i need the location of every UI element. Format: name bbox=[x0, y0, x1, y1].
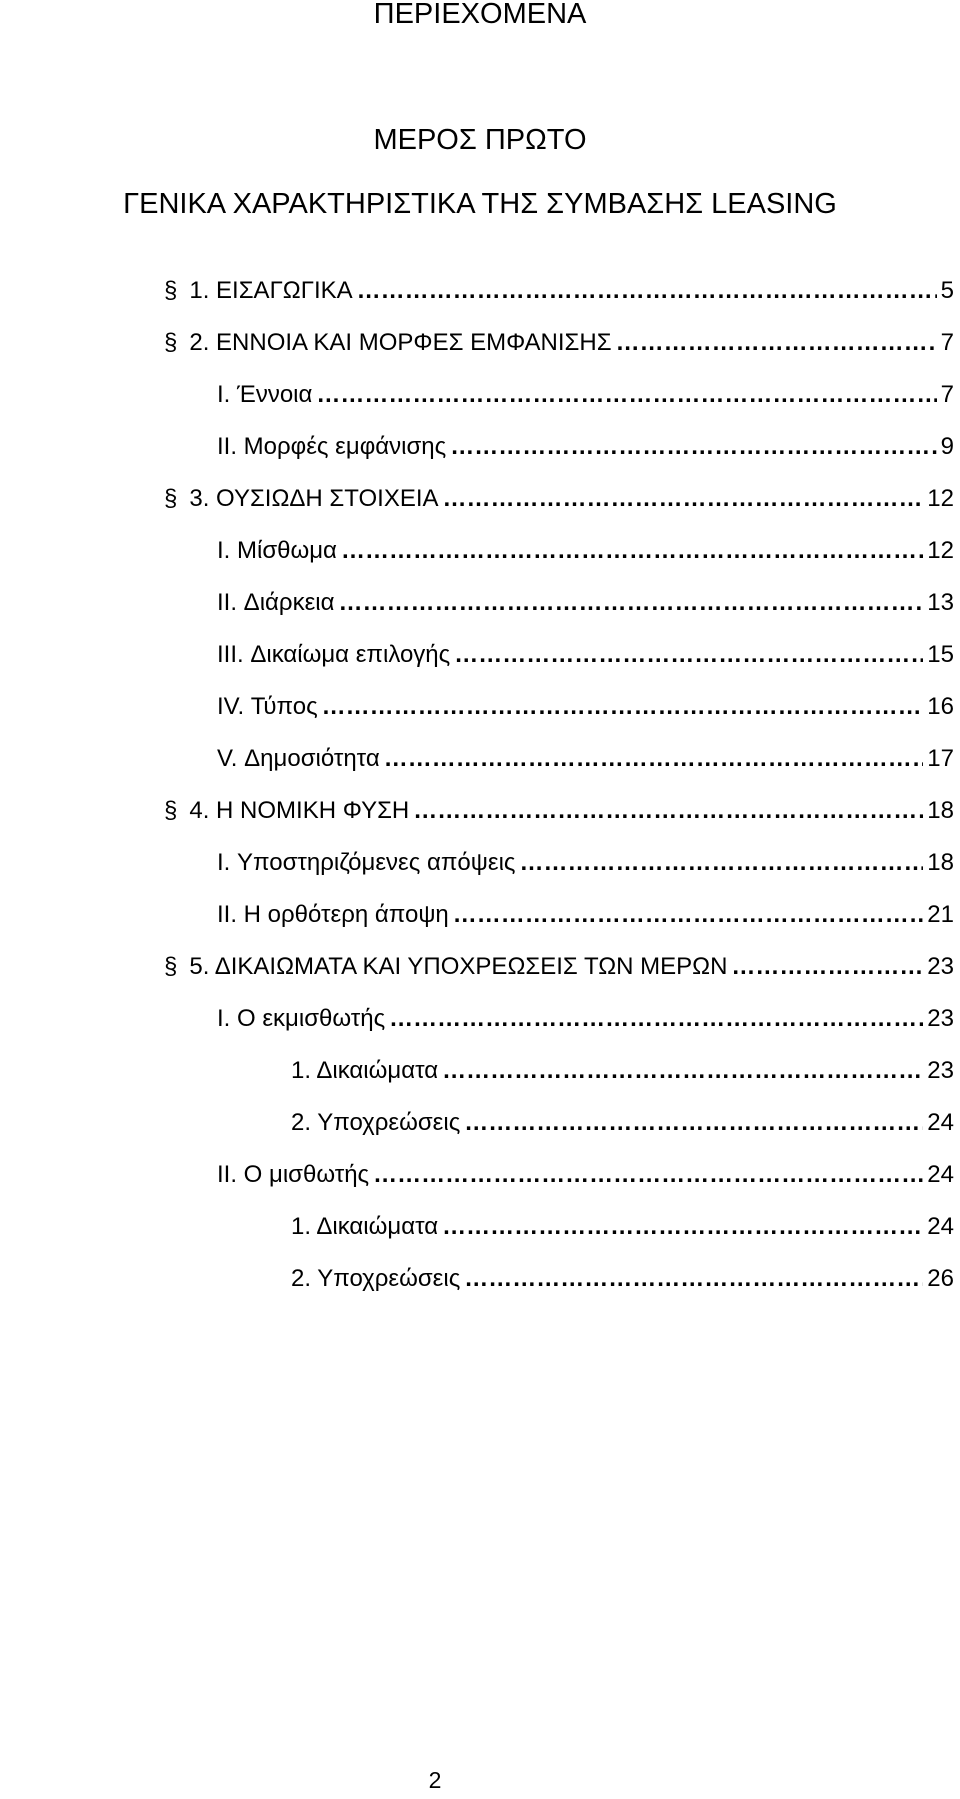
toc-entry-text: III. Δικαίωμα επιλογής bbox=[217, 641, 451, 668]
dot-leader bbox=[322, 690, 924, 724]
section-mark: § bbox=[164, 329, 178, 356]
toc-entry-text: IV. Τύπος bbox=[217, 693, 318, 720]
toc-entry-text: 1. Δικαιώματα bbox=[291, 1213, 439, 1240]
toc-entry-4[interactable] bbox=[217, 430, 954, 464]
dot-leader bbox=[338, 586, 923, 620]
dot-leader bbox=[389, 1002, 923, 1036]
toc-entry-text: 4. Η ΝΟΜΙΚΗ ΦΥΣΗ bbox=[189, 797, 410, 824]
toc-entry-6[interactable] bbox=[217, 534, 954, 568]
toc-entry-page: 26 bbox=[927, 1265, 954, 1292]
toc-entry-page: 5 bbox=[940, 277, 954, 304]
toc-entry-20[interactable] bbox=[291, 1262, 954, 1296]
page-number: 2 bbox=[428, 1767, 442, 1793]
toc-entry-page: 9 bbox=[940, 433, 954, 460]
toc-entry-text: II. Η ορθότερη άποψη bbox=[217, 901, 449, 928]
toc-entry-19[interactable] bbox=[291, 1210, 954, 1244]
toc-entry-page: 15 bbox=[927, 641, 954, 668]
section-mark: § bbox=[164, 485, 178, 512]
section-mark: § bbox=[164, 277, 178, 304]
dot-leader bbox=[341, 534, 923, 568]
toc-entry-page: 23 bbox=[927, 1005, 954, 1032]
toc-entry-10[interactable] bbox=[217, 742, 954, 776]
toc-entry-text: 2. Υποχρεώσεις bbox=[291, 1265, 461, 1292]
dot-leader bbox=[316, 378, 936, 412]
toc-entry-page: 24 bbox=[927, 1213, 954, 1240]
toc-entry-page: 18 bbox=[927, 849, 954, 876]
toc-entry-text: II. Μορφές εμφάνισης bbox=[217, 433, 447, 460]
toc-entry-13[interactable] bbox=[217, 898, 954, 932]
toc-entry-page: 24 bbox=[927, 1161, 954, 1188]
toc-entry-text: 2. Υποχρεώσεις bbox=[291, 1109, 461, 1136]
toc-entry-page: 18 bbox=[927, 797, 954, 824]
part-title: ΜΕΡΟΣ ΠΡΩΤΟ bbox=[373, 124, 587, 156]
toc-entry-16[interactable] bbox=[291, 1054, 954, 1088]
toc-entry-text: 5. ΔΙΚΑΙΩΜΑΤΑ ΚΑΙ ΥΠΟΧΡΕΩΣΕΙΣ ΤΩΝ ΜΕΡΩΝ bbox=[189, 953, 728, 980]
dot-leader bbox=[442, 1054, 923, 1088]
toc-entry-text: II. Ο μισθωτής bbox=[217, 1161, 370, 1188]
toc-entry-page: 21 bbox=[927, 901, 954, 928]
toc-entry-9[interactable] bbox=[217, 690, 954, 724]
toc-entry-8[interactable] bbox=[217, 638, 954, 672]
dot-leader bbox=[373, 1158, 923, 1192]
dot-leader bbox=[616, 326, 937, 360]
toc-entry-text: II. Διάρκεια bbox=[217, 589, 335, 616]
dot-leader bbox=[450, 430, 936, 464]
toc-entry-15[interactable] bbox=[217, 1002, 954, 1036]
toc-entry-page: 13 bbox=[927, 589, 954, 616]
dot-leader bbox=[519, 846, 923, 880]
section-mark: § bbox=[164, 953, 178, 980]
toc-entry-page: 23 bbox=[927, 953, 954, 980]
toc-entry-page: 17 bbox=[927, 745, 954, 772]
toc-entry-text: I. Μίσθωμα bbox=[217, 537, 337, 564]
section-mark: § bbox=[164, 797, 178, 824]
toc-entry-text: 1. Δικαιώματα bbox=[291, 1057, 439, 1084]
dot-leader bbox=[413, 794, 923, 828]
dot-leader bbox=[443, 482, 924, 516]
toc-entry-text: V. Δημοσιότητα bbox=[217, 745, 380, 772]
toc-entry-page: 24 bbox=[927, 1109, 954, 1136]
toc-entry-page: 7 bbox=[940, 381, 954, 408]
toc-entry-18[interactable] bbox=[217, 1158, 954, 1192]
toc-entry-2[interactable] bbox=[164, 326, 954, 360]
toc-entry-page: 12 bbox=[927, 485, 954, 512]
dot-leader bbox=[357, 274, 937, 308]
toc-entry-text: I. Υποστηριζόμενες απόψεις bbox=[217, 849, 516, 876]
part-subtitle: ΓΕΝΙΚΑ ΧΑΡΑΚΤΗΡΙΣΤΙΚΑ ΤΗΣ ΣΥΜΒΑΣΗΣ LEASING bbox=[123, 188, 837, 220]
dot-leader bbox=[464, 1262, 923, 1296]
toc-entry-page: 7 bbox=[940, 329, 954, 356]
dot-leader bbox=[453, 898, 924, 932]
toc-entry-text: I. Ο εκμισθωτής bbox=[217, 1005, 386, 1032]
toc-entry-page: 16 bbox=[927, 693, 954, 720]
toc-entry-17[interactable] bbox=[291, 1106, 954, 1140]
toc-entry-3[interactable] bbox=[217, 378, 954, 412]
toc-entry-page: 23 bbox=[927, 1057, 954, 1084]
dot-leader bbox=[384, 742, 924, 776]
dot-leader bbox=[442, 1210, 923, 1244]
toc-entry-text: 1. ΕΙΣΑΓΩΓΙΚΑ bbox=[189, 277, 353, 304]
toc-entry-page: 12 bbox=[927, 537, 954, 564]
dot-leader bbox=[731, 950, 923, 984]
toc-entry-1[interactable] bbox=[164, 274, 954, 308]
toc-entry-11[interactable] bbox=[164, 794, 954, 828]
page-title: ΠΕΡΙΕΧΟΜΕΝΑ bbox=[373, 0, 587, 30]
toc-entry-text: 2. ΕΝΝΟΙΑ ΚΑΙ ΜΟΡΦΕΣ ΕΜΦΑΝΙΣΗΣ bbox=[189, 329, 612, 356]
toc-entry-7[interactable] bbox=[217, 586, 954, 620]
toc-entry-5[interactable] bbox=[164, 482, 954, 516]
toc-entry-14[interactable] bbox=[164, 950, 954, 984]
toc-entry-12[interactable] bbox=[217, 846, 954, 880]
dot-leader bbox=[464, 1106, 923, 1140]
toc-entry-text: 3. ΟΥΣΙΩΔΗ ΣΤΟΙΧΕΙΑ bbox=[189, 485, 439, 512]
toc-entry-text: I. Έννοια bbox=[217, 381, 313, 408]
dot-leader bbox=[454, 638, 923, 672]
